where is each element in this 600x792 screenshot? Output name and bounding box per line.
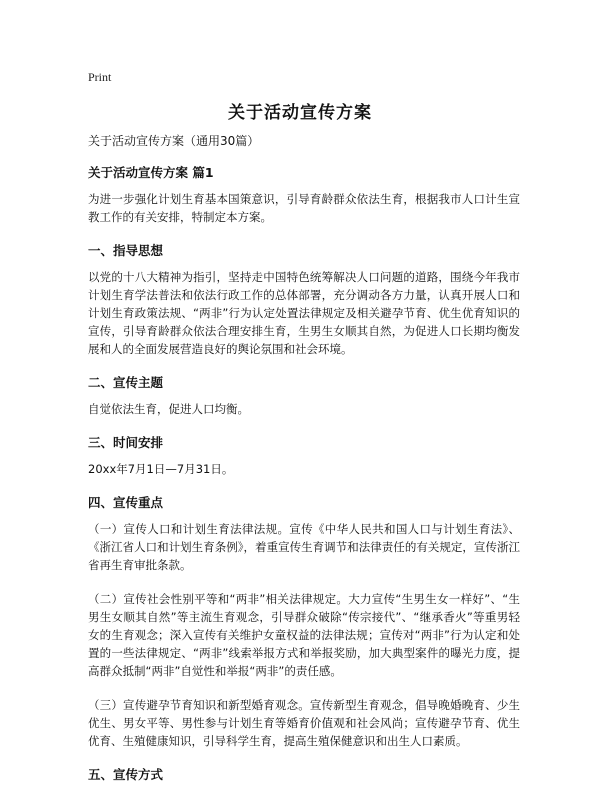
heading-focus: 四、宣传重点 (88, 495, 164, 510)
heading-theme: 二、宣传主题 (88, 375, 164, 390)
document-subtitle: 关于活动宣传方案（通用30篇） (88, 134, 260, 148)
heading-schedule: 三、时间安排 (88, 435, 164, 450)
paragraph-focus-1: （一）宣传人口和计划生育法律法规。宣传《中华人民共和国人口与计划生育法》、《浙江省人口和计划生育条例》，着重宣传生育调节和法律责任的有关规定，宣传浙江省再生育审批条款。 (88, 522, 520, 572)
paragraph-theme: 自觉依法生育，促进人口均衡。 (88, 402, 249, 416)
heading-methods: 五、宣传方式 (88, 767, 164, 782)
paragraph-focus-2: （二）宣传社会性别平等和“两非”相关法律规定。大力宣传“生男生女一样好”、“生男生女顺其自然”等主流生育观念，引导群众破除“传宗接代”、“继承香火”等重男轻女的生育观念；深入宣传有关维护女童权益的法律法规；宣传对“两非”行为认定和处置的一些法律规定、“两非”线索举报方式和举报奖励，加大典型案件的曝光力度，提高群众抵制“两非”自觉性和举报“两非”的责任感。 (88, 592, 520, 678)
paragraph-schedule: 20xx年7月1日—7月31日。 (88, 462, 234, 476)
print-label: Print (88, 70, 112, 84)
section-heading: 关于活动宣传方案 篇1 (88, 165, 214, 180)
paragraph-focus-3: （三）宣传避孕节育知识和新型婚育观念。宣传新型生育观念，倡导晚婚晚育、少生优生、男女平等、男性参与计划生育等婚育价值观和社会风尚；宣传避孕节育、优生优育、生殖健康知识，引导科学生育，提高生殖保健意识和出生人口素质。 (88, 698, 520, 748)
document-body (88, 132, 520, 792)
heading-guiding-ideology: 一、指导思想 (88, 243, 164, 258)
intro-paragraph: 为进一步强化计划生育基本国策意识，引导育龄群众依法生育，根据我市人口计生宣教工作的有关安排，特制定本方案。 (88, 192, 520, 224)
paragraph-guiding-ideology: 以党的十八大精神为指引，坚持走中国特色统筹解决人口问题的道路，围绕今年我市计划生育学法普法和依法行政工作的总体部署，充分调动各方力量，认真开展人口和计划生育政策法规、“两非”行为认定处置法律规定及相关避孕节育、优生优育知识的宣传，引导育龄群众依法合理安排生育，生男生女顺其自然，为促进人口长期均衡发展和人的全面发展营造良好的舆论氛围和社会环境。 (88, 270, 520, 356)
page-title: 关于活动宣传方案 (228, 103, 372, 123)
